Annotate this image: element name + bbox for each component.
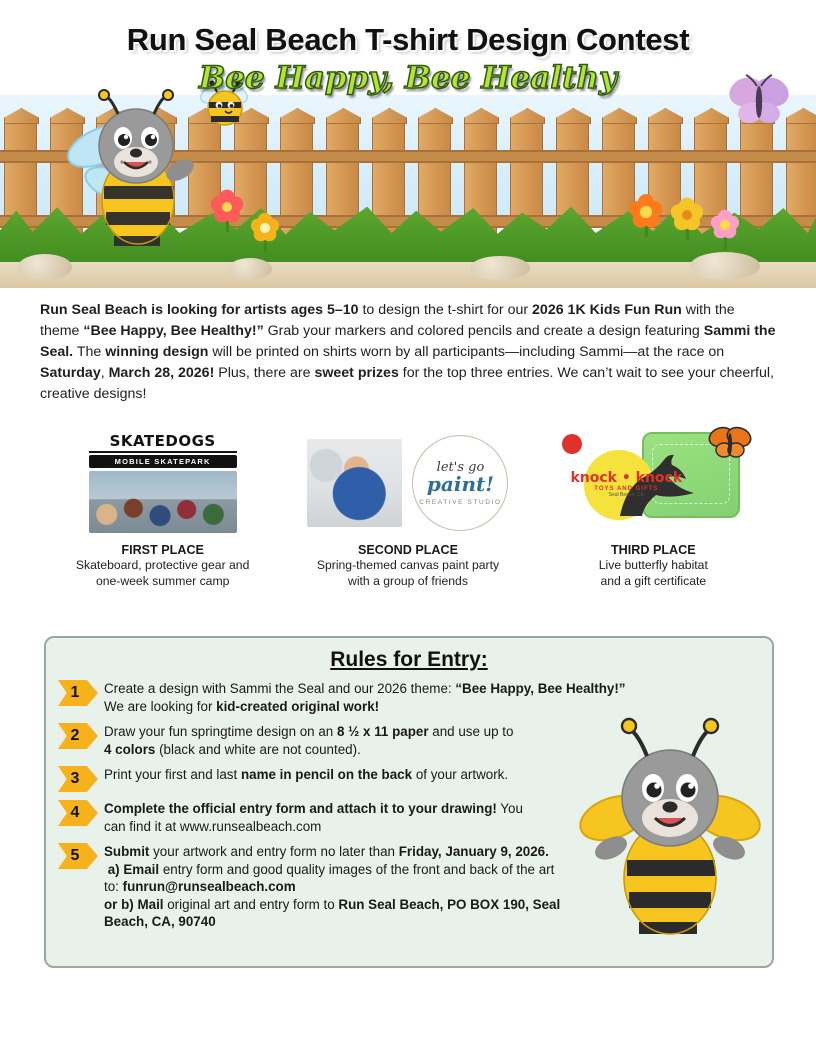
- sammi-the-seal-bee-mascot: [60, 88, 210, 253]
- prize-desc-line1: Spring-themed canvas paint party: [316, 558, 500, 572]
- monarch-butterfly-icon: [708, 424, 752, 462]
- rule-text: Print your first and last name in pencil on the back of your artwork.: [104, 767, 509, 782]
- flower-icon: [712, 212, 738, 238]
- star-icon: [562, 434, 582, 454]
- rules-list: [46, 672, 772, 931]
- prize-desc-line1: Live butterfly habitat: [598, 558, 708, 572]
- rule-number: 3: [70, 770, 80, 787]
- rock-icon: [18, 254, 72, 280]
- skatedogs-subtitle: MOBILE SKATEPARK: [89, 455, 237, 468]
- theme-subtitle: Bee Happy, Bee Healthy: [199, 60, 617, 96]
- rule-item: [58, 680, 756, 715]
- rule-number: 2: [70, 727, 80, 744]
- intro-text: Run Seal Beach is looking for artists ages 5–10 to design the t-shirt for our 2026 1K Kids Fun Run with the theme “Bee Happy, Bee Healthy!” Grab your markers and colored pencils and create a design featuring Sammi the Seal. The winning design will be printed on shirts worn by all participants—including Sammi—at the race on Saturday, March 28, 2026! Plus, there are sweet prizes for the top three entries. We can’t wait to see your cheerful, creative designs!: [40, 302, 776, 402]
- flower-icon: [672, 200, 702, 230]
- prize-second-place: [288, 430, 528, 589]
- knock-knock-name: knock • knock: [570, 470, 683, 486]
- knock-knock-logo: [533, 430, 773, 535]
- rule-number-badge: [58, 843, 98, 869]
- prize-desc-line1: Skateboard, protective gear and: [75, 558, 250, 572]
- rules-title: Rules for Entry:: [330, 648, 488, 671]
- prize-third-place: [533, 430, 773, 589]
- rule-item: [58, 800, 756, 835]
- rule-number-badge: [58, 680, 98, 706]
- flower-icon: [212, 192, 242, 222]
- rock-icon: [690, 252, 760, 280]
- rule-number: 5: [70, 847, 80, 864]
- rule-item: [58, 843, 756, 931]
- header-banner: [0, 0, 816, 288]
- rule-number: 4: [70, 804, 80, 821]
- prize-title: THIRD PLACE: [610, 543, 696, 557]
- prize-first-place: [43, 430, 283, 589]
- prize-title: FIRST PLACE: [121, 543, 204, 557]
- prize-desc-line2: one-week summer camp: [95, 574, 230, 588]
- skatedogs-name: SKATEDOGS: [89, 432, 237, 453]
- flower-icon: [630, 196, 662, 228]
- rock-icon: [228, 258, 272, 280]
- lets-go-paint-logo: [288, 430, 528, 535]
- rule-item: [58, 766, 756, 792]
- rule-text: Complete the official entry form and attach it to your drawing! You can find it at www.runsealbeach.com: [104, 801, 523, 834]
- paint-logo-line2: paint!: [426, 471, 495, 496]
- prize-desc-line2: with a group of friends: [348, 574, 468, 588]
- rule-text: Submit your artwork and entry form no later than Friday, January 9, 2026. a) Email entry form and good quality images of the front and back of the art to: funrun@runsealbeach.com or b) Mail original art and entry form to Run Seal Beach, PO BOX 190, Seal Beach, CA, 90740: [104, 844, 561, 929]
- rule-number-badge: [58, 800, 98, 826]
- paint-party-photo: [307, 439, 402, 527]
- rule-item: [58, 723, 756, 758]
- rule-text: Draw your fun springtime design on an 8 ½ x 11 paper and use up to 4 colors (black and white are not counted).: [104, 724, 514, 757]
- prize-title: SECOND PLACE: [357, 543, 459, 557]
- skatedogs-logo: [43, 430, 283, 535]
- rule-number-badge: [58, 766, 98, 792]
- prize-desc-line2: and a gift certificate: [600, 574, 707, 588]
- rule-text: Create a design with Sammi the Seal and our 2026 theme: “Bee Happy, Bee Healthy!” We are looking for kid-created original work!: [104, 681, 626, 714]
- prizes-section: [40, 430, 776, 620]
- knock-knock-tagline: TOYS AND GIFTS: [594, 486, 659, 492]
- skatedogs-photo: [89, 471, 237, 533]
- rules-box: [44, 636, 774, 968]
- paint-logo-line3: CREATIVE STUDIO: [419, 498, 502, 506]
- rock-icon: [470, 256, 530, 280]
- knock-knock-location: Seal Beach, CA: [608, 492, 644, 498]
- flower-icon: [252, 215, 278, 241]
- rule-number-badge: [58, 723, 98, 749]
- rule-number: 1: [70, 684, 80, 701]
- page-title: Run Seal Beach T-shirt Design Contest: [126, 22, 690, 57]
- intro-paragraph: [40, 300, 776, 405]
- paint-logo-line1: let's go: [436, 459, 485, 475]
